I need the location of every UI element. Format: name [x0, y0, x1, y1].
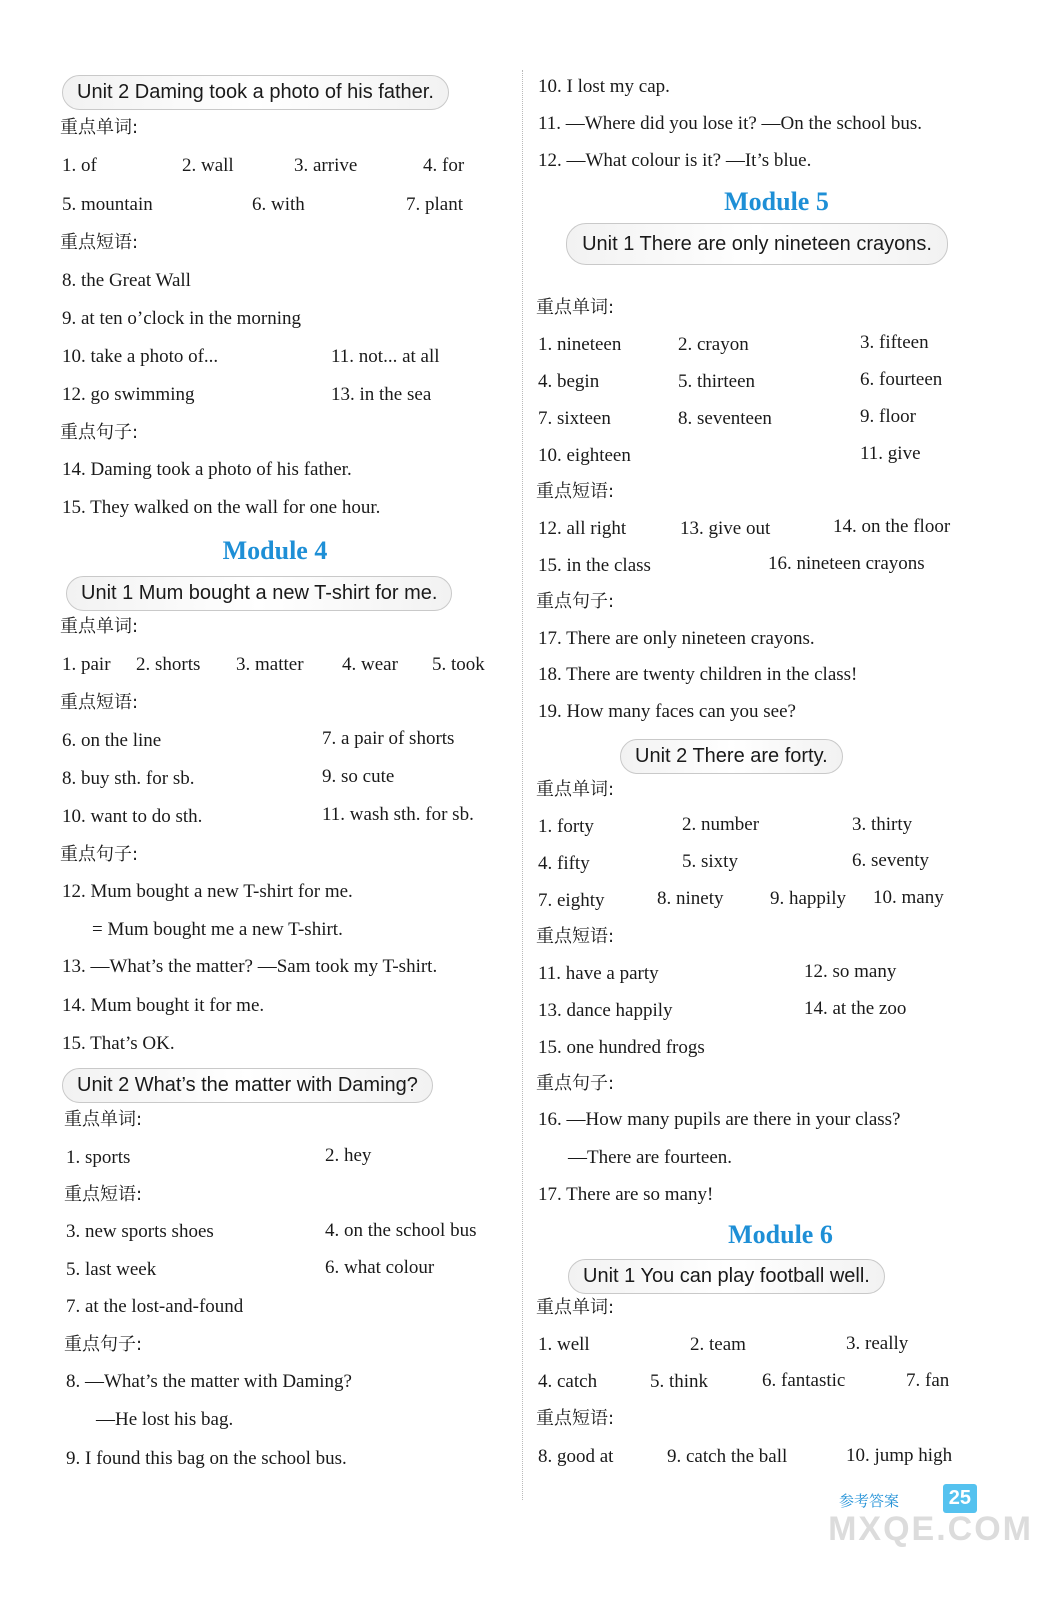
word-item: 6. fantastic — [762, 1370, 846, 1391]
key-phrases-heading: 重点短语: — [60, 232, 139, 253]
word-item: 1. nineteen — [538, 334, 622, 355]
phrase-item: 9. catch the ball — [667, 1446, 788, 1467]
word-item: 10. many — [873, 887, 944, 908]
phrase-item: 12. so many — [804, 961, 897, 982]
phrase-item: 10. want to do sth. — [62, 806, 203, 827]
sentence-item: 9. I found this bag on the school bus. — [66, 1448, 347, 1469]
word-item: 5. mountain — [62, 194, 153, 215]
word-item: 3. arrive — [294, 155, 358, 176]
left-column — [0, 0, 520, 1600]
phrase-item: 16. nineteen crayons — [768, 553, 925, 574]
word-item: 8. ninety — [657, 888, 724, 909]
word-item: 3. fifteen — [860, 332, 929, 353]
phrase-item: 7. a pair of shorts — [322, 728, 455, 749]
word-item: 2. team — [690, 1334, 746, 1355]
phrase-item: 15. in the class — [538, 555, 651, 576]
word-item: 2. crayon — [678, 334, 749, 355]
word-item: 3. matter — [236, 654, 304, 675]
key-words-heading: 重点单词: — [60, 616, 139, 637]
sentence-item: = Mum bought me a new T-shirt. — [92, 919, 343, 940]
word-item: 6. seventy — [852, 850, 930, 871]
word-item: 7. fan — [906, 1370, 950, 1391]
word-item: 4. catch — [538, 1371, 598, 1392]
word-item: 10. eighteen — [538, 445, 631, 466]
sentence-item: 15. That’s OK. — [62, 1033, 175, 1054]
phrase-item: 8. buy sth. for sb. — [62, 768, 195, 789]
sentence-item: 17. There are so many! — [538, 1184, 714, 1205]
sentence-item: 8. —What’s the matter with Daming? — [66, 1371, 352, 1392]
phrase-item: 3. new sports shoes — [66, 1221, 214, 1242]
word-item: 2. shorts — [136, 654, 201, 675]
word-item: 6. with — [252, 194, 305, 215]
sentence-item: 19. How many faces can you see? — [538, 701, 796, 722]
sentence-item: 16. —How many pupils are there in your class? — [538, 1109, 901, 1130]
sentence-item: 14. Mum bought it for me. — [62, 995, 265, 1016]
word-item: 7. plant — [406, 194, 463, 215]
sentence-item: 10. I lost my cap. — [538, 76, 670, 97]
phrase-item: 6. what colour — [325, 1257, 435, 1278]
key-phrases-heading: 重点短语: — [536, 481, 615, 502]
key-words-heading: 重点单词: — [536, 779, 615, 800]
word-item: 5. think — [650, 1371, 709, 1392]
sentence-item: 15. They walked on the wall for one hour. — [62, 497, 381, 518]
key-words-heading: 重点单词: — [536, 297, 615, 318]
sentence-item: 17. There are only nineteen crayons. — [538, 628, 815, 649]
phrase-item: 8. the Great Wall — [62, 270, 191, 291]
phrase-item: 14. on the floor — [833, 516, 951, 537]
word-item: 2. wall — [182, 155, 234, 176]
sentence-item: 12. Mum bought a new T-shirt for me. — [62, 881, 353, 902]
phrase-item: 7. at the lost-and-found — [66, 1296, 244, 1317]
phrase-item: 10. jump high — [846, 1445, 953, 1466]
word-item: 8. seventeen — [678, 408, 772, 429]
phrase-item: 9. so cute — [322, 766, 395, 787]
word-item: 4. fifty — [538, 853, 590, 874]
unit-heading: Unit 2 What’s the matter with Daming? — [62, 1068, 433, 1103]
unit-heading: Unit 1 You can play football well. — [568, 1259, 885, 1294]
word-item: 7. eighty — [538, 890, 605, 911]
key-words-heading: 重点单词: — [536, 1297, 615, 1318]
word-item: 1. pair — [62, 654, 111, 675]
word-item: 2. number — [682, 814, 760, 835]
key-words-heading: 重点单词: — [60, 117, 139, 138]
module-title: Module 6 — [728, 1220, 833, 1249]
phrase-item: 15. one hundred frogs — [538, 1037, 705, 1058]
sentence-item: 18. There are twenty children in the class! — [538, 664, 858, 685]
word-item: 9. floor — [860, 406, 916, 427]
sentence-item: 12. —What colour is it? —It’s blue. — [538, 150, 812, 171]
phrase-item: 13. dance happily — [538, 1000, 673, 1021]
answer-key-label: 参考答案 — [839, 1492, 900, 1510]
word-item: 1. well — [538, 1334, 590, 1355]
phrase-item: 12. all right — [538, 518, 627, 539]
sentence-item: —He lost his bag. — [96, 1409, 234, 1430]
word-item: 3. thirty — [852, 814, 913, 835]
word-item: 7. sixteen — [538, 408, 611, 429]
phrase-item: 4. on the school bus — [325, 1220, 477, 1241]
key-sentences-heading: 重点句子: — [536, 1073, 615, 1094]
key-words-heading: 重点单词: — [64, 1109, 143, 1130]
module-title: Module 5 — [724, 187, 829, 216]
word-item: 4. begin — [538, 371, 600, 392]
word-item: 5. took — [432, 654, 485, 675]
phrase-item: 8. good at — [538, 1446, 614, 1467]
word-item: 5. thirteen — [678, 371, 756, 392]
key-sentences-heading: 重点句子: — [60, 844, 139, 865]
phrase-item: 14. at the zoo — [804, 998, 907, 1019]
page-number: 25 — [943, 1484, 977, 1513]
sentence-item: 14. Daming took a photo of his father. — [62, 459, 352, 480]
key-phrases-heading: 重点短语: — [536, 1408, 615, 1429]
word-item: 1. sports — [66, 1147, 131, 1168]
word-item: 3. really — [846, 1333, 909, 1354]
sentence-item: 13. —What’s the matter? —Sam took my T-shirt. — [62, 956, 438, 977]
phrase-item: 6. on the line — [62, 730, 162, 751]
phrase-item: 11. have a party — [538, 963, 659, 984]
sentence-item: 11. —Where did you lose it? —On the school bus. — [538, 113, 922, 134]
phrase-item: 5. last week — [66, 1259, 157, 1280]
phrase-item: 9. at ten o’clock in the morning — [62, 308, 302, 329]
watermark: MXQE.COM — [828, 1510, 1033, 1548]
phrase-item: 13. give out — [680, 518, 771, 539]
sentence-item: —There are fourteen. — [568, 1147, 733, 1168]
phrase-item: 11. wash sth. for sb. — [322, 804, 474, 825]
right-column — [520, 0, 1047, 1600]
unit-heading: Unit 2 Daming took a photo of his father. — [62, 75, 449, 110]
key-sentences-heading: 重点句子: — [536, 591, 615, 612]
word-item: 6. fourteen — [860, 369, 943, 390]
phrase-item: 11. not... at all — [331, 346, 440, 367]
phrase-item: 10. take a photo of... — [62, 346, 219, 367]
unit-heading: Unit 1 Mum bought a new T-shirt for me. — [66, 576, 452, 611]
word-item: 4. for — [423, 155, 465, 176]
word-item: 2. hey — [325, 1145, 372, 1166]
phrase-item: 12. go swimming — [62, 384, 195, 405]
word-item: 5. sixty — [682, 851, 738, 872]
key-phrases-heading: 重点短语: — [536, 926, 615, 947]
key-sentences-heading: 重点句子: — [60, 422, 139, 443]
word-item: 1. forty — [538, 816, 594, 837]
word-item: 4. wear — [342, 654, 398, 675]
unit-heading: Unit 2 There are forty. — [620, 739, 843, 774]
key-phrases-heading: 重点短语: — [60, 692, 139, 713]
word-item: 1. of — [62, 155, 97, 176]
key-phrases-heading: 重点短语: — [64, 1184, 143, 1205]
key-sentences-heading: 重点句子: — [64, 1334, 143, 1355]
module-title: Module 4 — [222, 536, 328, 565]
word-item: 9. happily — [770, 888, 846, 909]
unit-heading: Unit 1 There are only nineteen crayons. — [566, 223, 948, 265]
phrase-item: 13. in the sea — [331, 384, 432, 405]
word-item: 11. give — [860, 443, 921, 464]
